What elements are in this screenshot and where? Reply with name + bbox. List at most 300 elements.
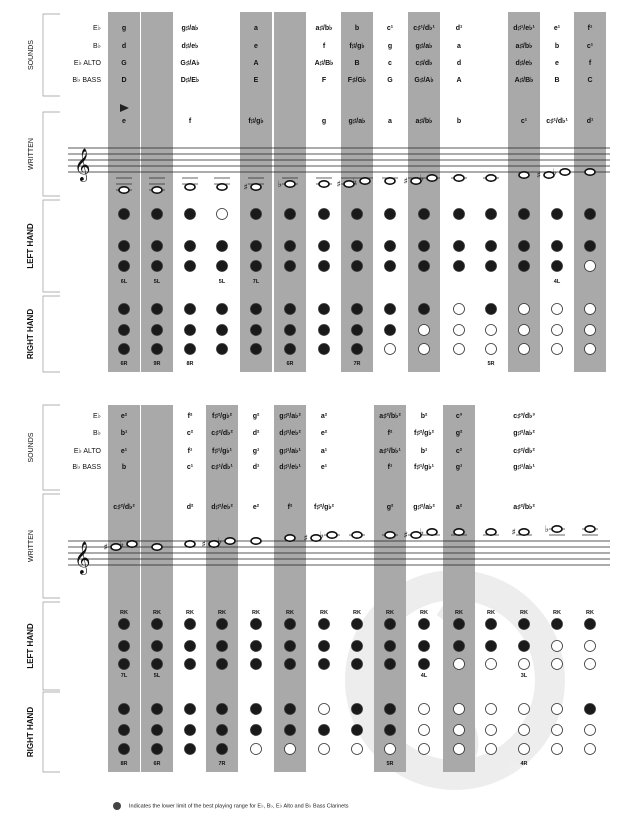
open-hole bbox=[454, 659, 465, 670]
open-hole bbox=[352, 744, 363, 755]
right-hand-key-label: 6R bbox=[286, 361, 294, 367]
sounding-pitch: B bbox=[354, 60, 360, 67]
closed-hole bbox=[285, 241, 296, 252]
sounding-pitch: f² bbox=[187, 413, 193, 420]
closed-hole bbox=[119, 744, 130, 755]
sounding-pitch: e bbox=[555, 60, 559, 67]
written-pitch: d² bbox=[186, 504, 194, 511]
written-pitch: d¹ bbox=[586, 118, 594, 125]
sounding-pitch: a♯/b♭ bbox=[515, 43, 533, 50]
sharp-sign: ♯ bbox=[336, 180, 341, 190]
whole-note bbox=[454, 529, 464, 535]
closed-hole bbox=[217, 325, 228, 336]
sounding-pitch: f♯²/g♭² bbox=[413, 430, 435, 437]
whole-note bbox=[560, 169, 570, 175]
open-hole bbox=[419, 725, 430, 736]
sounding-pitch: a♯¹/b♭¹ bbox=[379, 448, 401, 455]
open-hole bbox=[585, 304, 596, 315]
closed-hole bbox=[385, 209, 396, 220]
flat-sign: ♭ bbox=[552, 168, 557, 178]
sounding-pitch: A bbox=[253, 60, 259, 67]
whole-note bbox=[251, 184, 261, 190]
closed-hole bbox=[385, 725, 396, 736]
closed-hole bbox=[251, 304, 262, 315]
instrument-label: E♭ bbox=[93, 25, 101, 32]
open-hole bbox=[585, 659, 596, 670]
closed-hole bbox=[454, 261, 465, 272]
sounds-section-label: SOUNDS bbox=[28, 40, 35, 70]
open-hole bbox=[454, 744, 465, 755]
shaded-column bbox=[374, 405, 406, 772]
left-hand-key-label: 5L bbox=[218, 279, 226, 285]
register-key-label: RK bbox=[353, 610, 361, 616]
closed-hole bbox=[552, 241, 563, 252]
sounding-pitch: f♯/g♭ bbox=[349, 43, 365, 50]
closed-hole bbox=[285, 209, 296, 220]
sharp-sign: ♯ bbox=[511, 528, 516, 538]
closed-hole bbox=[185, 261, 196, 272]
closed-hole bbox=[185, 659, 196, 670]
section-bracket bbox=[43, 200, 60, 292]
written-pitch: g² bbox=[386, 504, 394, 511]
sounding-pitch: d¹ bbox=[252, 464, 260, 471]
closed-hole bbox=[419, 209, 430, 220]
closed-hole bbox=[285, 659, 296, 670]
shaded-column bbox=[206, 405, 238, 772]
sounding-pitch: e¹ bbox=[120, 448, 128, 455]
written-pitch: g bbox=[321, 118, 327, 125]
closed-hole bbox=[152, 325, 163, 336]
whole-note bbox=[519, 172, 529, 178]
open-hole bbox=[454, 325, 465, 336]
closed-hole bbox=[585, 209, 596, 220]
closed-hole bbox=[285, 325, 296, 336]
closed-hole bbox=[152, 704, 163, 715]
sounding-pitch: b bbox=[554, 43, 560, 50]
closed-hole bbox=[352, 619, 363, 630]
open-hole bbox=[486, 725, 497, 736]
sharp-sign: ♯ bbox=[403, 177, 408, 187]
written-pitch: f² bbox=[287, 504, 293, 511]
whole-note bbox=[152, 544, 162, 550]
closed-hole bbox=[285, 619, 296, 630]
shaded-column bbox=[141, 405, 173, 772]
closed-hole bbox=[519, 619, 530, 630]
instrument-label: E♭ ALTO bbox=[73, 60, 101, 67]
whole-note bbox=[327, 532, 337, 538]
closed-hole bbox=[486, 261, 497, 272]
closed-hole bbox=[251, 209, 262, 220]
open-hole bbox=[585, 325, 596, 336]
open-hole bbox=[486, 325, 497, 336]
open-hole bbox=[519, 304, 530, 315]
closed-hole bbox=[152, 241, 163, 252]
right-hand-key-label: 4R bbox=[520, 761, 528, 767]
closed-hole bbox=[152, 659, 163, 670]
open-hole bbox=[319, 704, 330, 715]
written-pitch: a♯²/b♭² bbox=[513, 504, 535, 511]
closed-hole bbox=[486, 304, 497, 315]
open-hole bbox=[385, 344, 396, 355]
closed-hole bbox=[552, 619, 563, 630]
whole-note bbox=[427, 175, 437, 181]
left-hand-key-label: 7L bbox=[252, 279, 260, 285]
open-hole bbox=[454, 304, 465, 315]
closed-hole bbox=[217, 304, 228, 315]
whole-note bbox=[454, 175, 464, 181]
panel-upper bbox=[26, 12, 610, 372]
closed-hole bbox=[152, 344, 163, 355]
closed-hole bbox=[419, 241, 430, 252]
closed-hole bbox=[419, 641, 430, 652]
whole-note bbox=[319, 181, 329, 187]
closed-hole bbox=[119, 725, 130, 736]
closed-hole bbox=[486, 641, 497, 652]
closed-hole bbox=[185, 744, 196, 755]
sounding-pitch: c¹ bbox=[386, 25, 394, 32]
closed-hole bbox=[486, 241, 497, 252]
closed-hole bbox=[454, 619, 465, 630]
triangle-right-icon bbox=[113, 802, 121, 810]
closed-hole bbox=[251, 344, 262, 355]
right-hand-section-label: RIGHT HAND bbox=[26, 706, 35, 758]
instrument-label: E♭ ALTO bbox=[73, 448, 101, 455]
instrument-label: B♭ BASS bbox=[72, 77, 101, 84]
whole-note bbox=[352, 532, 362, 538]
closed-hole bbox=[419, 619, 430, 630]
open-hole bbox=[285, 744, 296, 755]
treble-clef: 𝄞 bbox=[74, 541, 91, 574]
open-hole bbox=[552, 744, 563, 755]
right-hand-key-label: 5R bbox=[386, 761, 394, 767]
closed-hole bbox=[285, 304, 296, 315]
closed-hole bbox=[385, 619, 396, 630]
right-hand-key-label: 8R bbox=[120, 761, 128, 767]
sharp-sign: ♯ bbox=[403, 531, 408, 541]
register-key-label: RK bbox=[487, 610, 495, 616]
closed-hole bbox=[119, 344, 130, 355]
open-hole bbox=[585, 744, 596, 755]
sounding-pitch: g¹ bbox=[252, 448, 260, 455]
open-hole bbox=[552, 641, 563, 652]
closed-hole bbox=[185, 344, 196, 355]
closed-hole bbox=[552, 209, 563, 220]
open-hole bbox=[585, 261, 596, 272]
closed-hole bbox=[185, 725, 196, 736]
whole-note bbox=[552, 526, 562, 532]
section-bracket bbox=[43, 14, 60, 96]
closed-hole bbox=[285, 725, 296, 736]
flat-sign: ♭ bbox=[544, 525, 549, 535]
register-key-label: RK bbox=[455, 610, 463, 616]
closed-hole bbox=[352, 325, 363, 336]
written-pitch: a bbox=[388, 118, 392, 125]
written-pitch: e bbox=[122, 118, 126, 125]
register-key-label: RK bbox=[586, 610, 594, 616]
whole-note bbox=[217, 184, 227, 190]
closed-hole bbox=[217, 725, 228, 736]
sounding-pitch: e¹ bbox=[553, 25, 561, 32]
open-hole bbox=[419, 344, 430, 355]
written-pitch: c♯²/d♭² bbox=[113, 504, 135, 511]
open-hole bbox=[454, 344, 465, 355]
closed-hole bbox=[319, 209, 330, 220]
open-hole bbox=[486, 744, 497, 755]
sounding-pitch: c² bbox=[186, 430, 194, 437]
sounding-pitch: a bbox=[457, 43, 461, 50]
sounding-pitch: a¹ bbox=[320, 448, 328, 455]
flat-sign: ♭ bbox=[277, 180, 282, 190]
sounding-pitch: g² bbox=[455, 430, 463, 437]
closed-hole bbox=[454, 641, 465, 652]
shaded-column bbox=[274, 12, 306, 372]
closed-hole bbox=[385, 641, 396, 652]
open-hole bbox=[251, 744, 262, 755]
instrument-label: B♭ bbox=[93, 43, 101, 50]
sounding-pitch: d♯¹/e♭¹ bbox=[279, 464, 301, 471]
left-hand-section-label: LEFT HAND bbox=[26, 223, 35, 269]
right-hand-key-label: 8R bbox=[186, 361, 194, 367]
left-hand-key-label: 5L bbox=[153, 673, 161, 679]
written-pitch: c¹ bbox=[520, 118, 528, 125]
closed-hole bbox=[185, 325, 196, 336]
closed-hole bbox=[454, 209, 465, 220]
sounding-pitch: G bbox=[387, 77, 393, 84]
sounding-pitch: d♯¹/e♭¹ bbox=[513, 25, 535, 32]
closed-hole bbox=[352, 241, 363, 252]
left-hand-key-label: 4L bbox=[553, 279, 561, 285]
left-hand-key-label: 7L bbox=[120, 673, 128, 679]
register-key-label: RK bbox=[286, 610, 294, 616]
whole-note bbox=[385, 532, 395, 538]
closed-hole bbox=[352, 209, 363, 220]
sounding-pitch: A♯/B♭ bbox=[314, 60, 334, 67]
closed-hole bbox=[285, 261, 296, 272]
sounding-pitch: g♯²/a♭² bbox=[513, 430, 535, 437]
sounding-pitch: g♯¹/a♭¹ bbox=[513, 464, 535, 471]
open-hole bbox=[486, 704, 497, 715]
closed-hole bbox=[217, 659, 228, 670]
sharp-sign: ♯ bbox=[536, 171, 541, 181]
closed-hole bbox=[319, 725, 330, 736]
closed-hole bbox=[251, 619, 262, 630]
closed-hole bbox=[552, 261, 563, 272]
sounding-pitch: d♯/e♭ bbox=[515, 60, 533, 67]
written-pitch: f bbox=[188, 118, 192, 125]
open-hole bbox=[585, 344, 596, 355]
closed-hole bbox=[319, 659, 330, 670]
open-hole bbox=[519, 744, 530, 755]
sounding-pitch: c♯²/d♭² bbox=[513, 448, 535, 455]
whole-note bbox=[152, 187, 162, 193]
section-bracket bbox=[43, 692, 60, 772]
open-hole bbox=[454, 725, 465, 736]
closed-hole bbox=[352, 261, 363, 272]
closed-hole bbox=[185, 209, 196, 220]
sounding-pitch: c³ bbox=[455, 413, 463, 420]
closed-hole bbox=[385, 325, 396, 336]
open-hole bbox=[552, 304, 563, 315]
open-hole bbox=[552, 344, 563, 355]
sounding-pitch: f♯²/g♭² bbox=[211, 413, 233, 420]
closed-hole bbox=[285, 704, 296, 715]
closed-hole bbox=[217, 241, 228, 252]
left-hand-section-label: LEFT HAND bbox=[26, 623, 35, 669]
written-pitch: f♯/g♭ bbox=[248, 118, 264, 125]
sounding-pitch: f¹ bbox=[187, 448, 193, 455]
section-bracket bbox=[43, 296, 60, 372]
sounding-pitch: c bbox=[388, 60, 392, 67]
left-hand-key-label: 6L bbox=[120, 279, 128, 285]
closed-hole bbox=[454, 241, 465, 252]
sounding-pitch: a² bbox=[320, 413, 328, 420]
sounds-section-label: SOUNDS bbox=[28, 432, 35, 463]
right-hand-key-label: 7R bbox=[353, 361, 361, 367]
whole-note bbox=[119, 187, 129, 193]
instrument-label: B♭ BASS bbox=[72, 464, 101, 471]
closed-hole bbox=[217, 344, 228, 355]
whole-note bbox=[185, 541, 195, 547]
open-hole bbox=[486, 344, 497, 355]
closed-hole bbox=[385, 659, 396, 670]
sounding-pitch: G bbox=[121, 60, 127, 67]
written-pitch: g♯/a♭ bbox=[348, 118, 366, 125]
closed-hole bbox=[152, 619, 163, 630]
sounding-pitch: a♯/b♭ bbox=[315, 25, 333, 32]
sounding-pitch: f² bbox=[387, 430, 393, 437]
sounding-pitch: B bbox=[554, 77, 560, 84]
footer-text: Indicates the lower limit of the best playing range for E♭, B♭, E♭ Alto and B♭ Bass Clarinets bbox=[129, 803, 349, 810]
closed-hole bbox=[152, 744, 163, 755]
written-section-label: WRITTEN bbox=[28, 530, 35, 562]
sounding-pitch: f¹ bbox=[587, 25, 593, 32]
closed-hole bbox=[217, 619, 228, 630]
sounding-pitch: d² bbox=[252, 430, 260, 437]
sounding-pitch: D bbox=[121, 77, 127, 84]
instrument-label: B♭ bbox=[93, 430, 101, 437]
closed-hole bbox=[251, 725, 262, 736]
open-hole bbox=[552, 704, 563, 715]
closed-hole bbox=[519, 261, 530, 272]
left-hand-key-label: 3L bbox=[520, 673, 528, 679]
sounding-pitch: c♯³/d♭³ bbox=[513, 413, 535, 420]
shaded-column bbox=[443, 405, 475, 772]
closed-hole bbox=[119, 641, 130, 652]
closed-hole bbox=[585, 241, 596, 252]
closed-hole bbox=[385, 261, 396, 272]
written-pitch: g♯²/a♭² bbox=[413, 504, 435, 511]
written-pitch: a² bbox=[455, 504, 463, 511]
closed-hole bbox=[352, 704, 363, 715]
register-key-label: RK bbox=[520, 610, 528, 616]
closed-hole bbox=[185, 619, 196, 630]
closed-hole bbox=[319, 344, 330, 355]
section-bracket bbox=[43, 112, 60, 196]
open-hole bbox=[385, 744, 396, 755]
sounding-pitch: c¹ bbox=[586, 43, 594, 50]
sounding-pitch: G♯/A♭ bbox=[180, 60, 200, 67]
sharp-sign: ♯ bbox=[201, 540, 206, 550]
closed-hole bbox=[319, 619, 330, 630]
closed-hole bbox=[251, 325, 262, 336]
sounding-pitch: d♯/e♭ bbox=[181, 43, 199, 50]
sounding-pitch: g♯¹/a♭¹ bbox=[279, 448, 301, 455]
right-hand-section-label: RIGHT HAND bbox=[26, 308, 35, 360]
treble-clef: 𝄞 bbox=[74, 148, 91, 181]
closed-hole bbox=[585, 704, 596, 715]
written-pitch: e² bbox=[252, 504, 260, 511]
closed-hole bbox=[319, 641, 330, 652]
right-hand-key-label: 9R bbox=[153, 361, 161, 367]
closed-hole bbox=[185, 641, 196, 652]
closed-hole bbox=[419, 659, 430, 670]
sharp-sign: ♯ bbox=[243, 183, 248, 193]
written-pitch: a♯/b♭ bbox=[415, 118, 433, 125]
written-pitch: b bbox=[456, 118, 462, 125]
sounding-pitch: E bbox=[253, 77, 259, 84]
closed-hole bbox=[119, 659, 130, 670]
whole-note bbox=[385, 178, 395, 184]
whole-note bbox=[127, 541, 137, 547]
closed-hole bbox=[486, 619, 497, 630]
closed-hole bbox=[119, 304, 130, 315]
whole-note bbox=[285, 535, 295, 541]
closed-hole bbox=[352, 641, 363, 652]
sounding-pitch: c♯²/d♭² bbox=[211, 430, 233, 437]
sounding-pitch: D♯/E♭ bbox=[180, 77, 200, 84]
sounding-pitch: c♯¹/d♭¹ bbox=[211, 464, 233, 471]
sounding-pitch: d bbox=[456, 60, 462, 67]
written-pitch: c♯¹/d♭¹ bbox=[546, 118, 568, 125]
sounding-pitch: d bbox=[121, 43, 127, 50]
sounding-pitch: g♯²/a♭² bbox=[279, 413, 301, 420]
whole-note bbox=[486, 529, 496, 535]
open-hole bbox=[519, 659, 530, 670]
closed-hole bbox=[152, 725, 163, 736]
sounding-pitch: g¹ bbox=[455, 464, 463, 471]
open-hole bbox=[552, 725, 563, 736]
closed-hole bbox=[385, 241, 396, 252]
closed-hole bbox=[251, 641, 262, 652]
right-hand-key-label: 6R bbox=[153, 761, 161, 767]
register-key-label: RK bbox=[186, 610, 194, 616]
register-key-label: RK bbox=[386, 610, 394, 616]
right-hand-key-label: 5R bbox=[487, 361, 495, 367]
closed-hole bbox=[152, 261, 163, 272]
register-key-label: RK bbox=[218, 610, 226, 616]
closed-hole bbox=[319, 261, 330, 272]
whole-note bbox=[519, 529, 529, 535]
open-hole bbox=[319, 744, 330, 755]
sounding-pitch: f bbox=[588, 60, 592, 67]
sounding-pitch: e bbox=[254, 43, 258, 50]
register-key-label: RK bbox=[252, 610, 260, 616]
flat-sign: ♭ bbox=[119, 540, 124, 550]
closed-hole bbox=[152, 304, 163, 315]
sounding-pitch: F♯/G♭ bbox=[347, 77, 367, 84]
closed-hole bbox=[119, 261, 130, 272]
flat-sign: ♭ bbox=[319, 531, 324, 541]
sounding-pitch: G♯/A♭ bbox=[414, 77, 434, 84]
register-key-label: RK bbox=[153, 610, 161, 616]
closed-hole bbox=[519, 241, 530, 252]
section-bracket bbox=[43, 494, 60, 598]
sounding-pitch: f♯¹/g♭¹ bbox=[211, 448, 233, 455]
section-bracket bbox=[43, 602, 60, 690]
sounding-pitch: A♯/B♭ bbox=[514, 77, 534, 84]
sounding-pitch: g bbox=[387, 43, 393, 50]
sounding-pitch: f bbox=[322, 43, 326, 50]
